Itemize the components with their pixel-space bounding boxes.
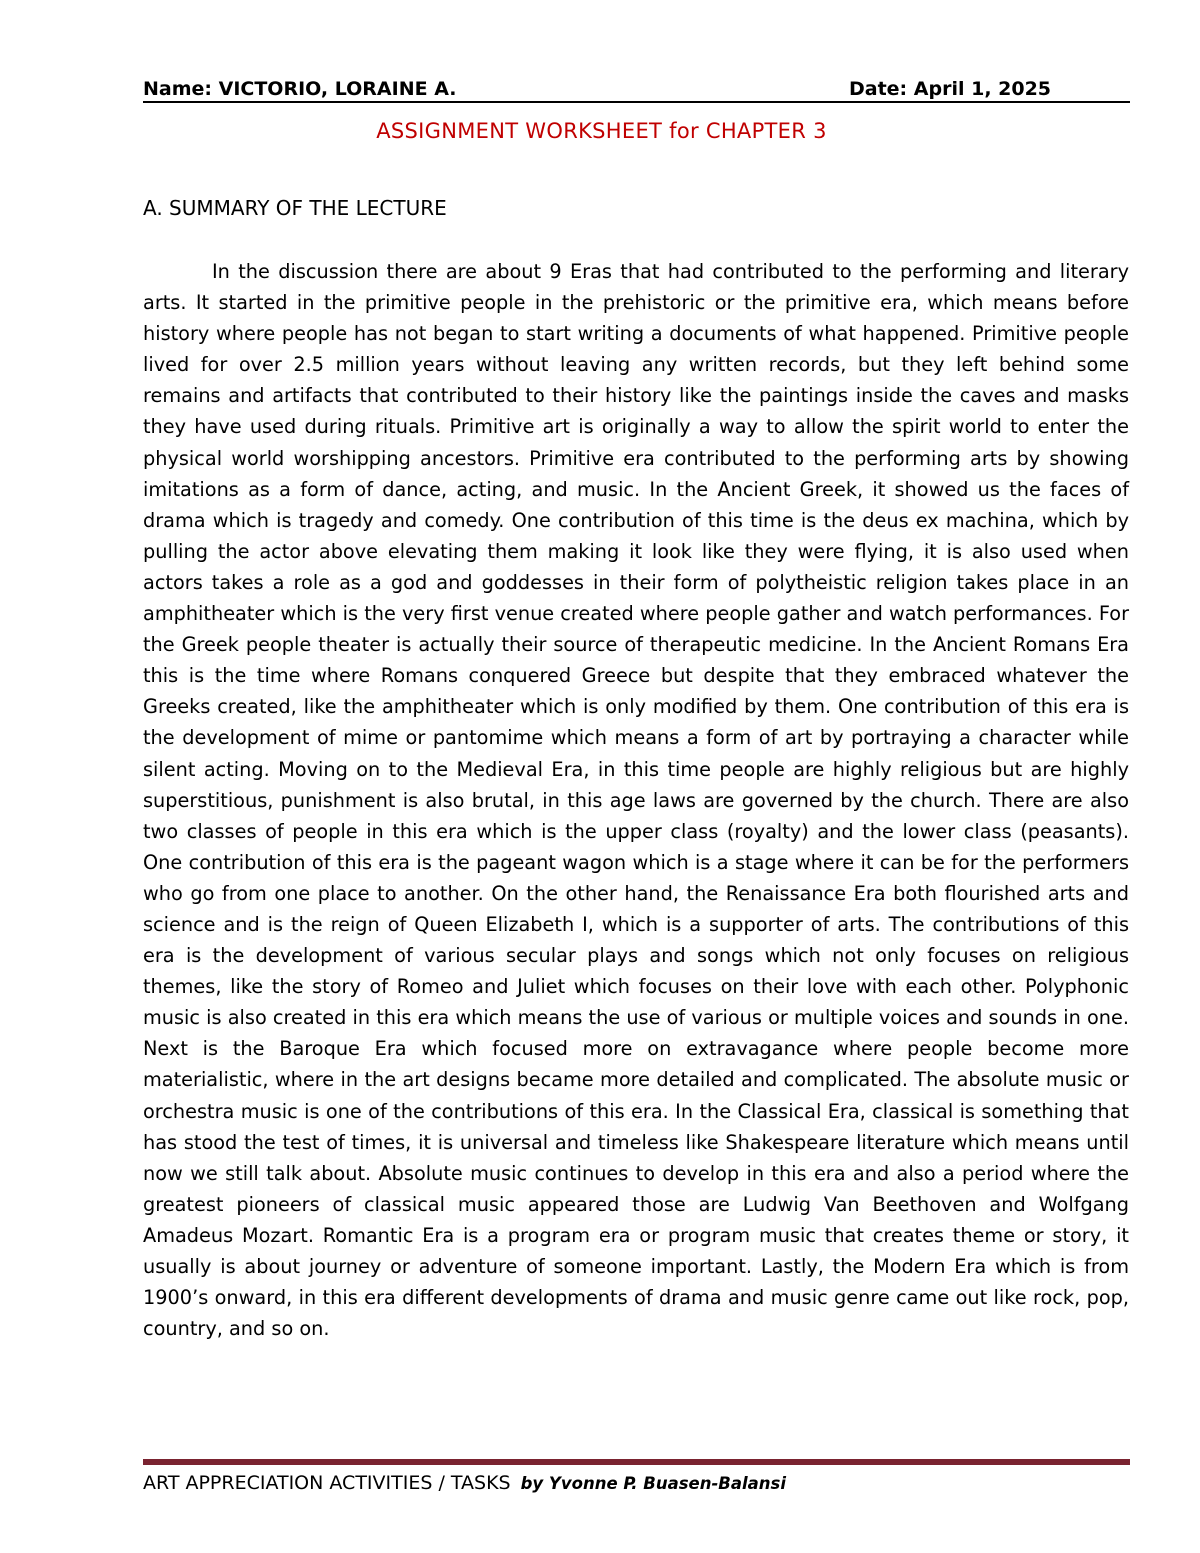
footer: [143, 1472, 786, 1494]
date-value: April 1, 2025: [913, 78, 1052, 100]
footer-divider: [143, 1459, 1130, 1465]
date-text: [849, 78, 1051, 100]
footer-course: ART APPRECIATION ACTIVITIES / TASKS: [143, 1472, 511, 1494]
date-label: Date:: [849, 78, 914, 100]
name-value: VICTORIO, LORAINE A.: [218, 78, 457, 100]
footer-author: by Yvonne P. Buasen-Balansi: [520, 1474, 787, 1493]
section-heading: A. SUMMARY OF THE LECTURE: [143, 196, 447, 220]
header-row: [143, 78, 1130, 104]
name-label: Name:: [143, 78, 219, 100]
summary-paragraph: In the discussion there are about 9 Eras that had contributed to the performing and literary arts. It started in the primitive people in the prehistoric or the primitive era, which means before history where people has not began to start writing a documents of what happened. Primitive people lived for over 2.5 million years without leaving any written records, but they left behind some remains and artifacts that contributed to their history like the paintings inside the caves and masks they have used during rituals. Primitive art is originally a way to allow the spirit world to enter the physical world worshipping ancestors. Primitive era contributed to the performing arts by showing imitations as a form of dance, acting, and music. In the Ancient Greek, it showed us the faces of drama which is tragedy and comedy. One contribution of this time is the deus ex machina, which by pulling the actor above elevating them making it look like they were flying, it is also used when actors takes a role as a god and goddesses in their form of polytheistic religion takes place in an amphitheater which is the very first venue created where people gather and watch performances. For the Greek people theater is actually their source of therapeutic medicine. In the Ancient Romans Era this is the time where Romans conquered Greece but despite that they embraced whatever the Greeks created, like the amphitheater which is only modified by them. One contribution of this era is the development of mime or pantomime which means a form of art by portraying a character while silent acting. Moving on to the Medieval Era, in this time people are highly religious but are highly superstitious, punishment is also brutal, in this age laws are governed by the church. There are also two classes of people in this era which is the upper class (royalty) and the lower class (peasants). One contribution of this era is the pageant wagon which is a stage where it can be for the performers who go from one place to another. On the other hand, the Renaissance Era both flourished arts and science and is the reign of Queen Elizabeth I, which is a supporter of arts. The contributions of this era is the development of various secular plays and songs which not only focuses on religious themes, like the story of Romeo and Juliet which focuses on their love with each other. Polyphonic music is also created in this era which means the use of various or multiple voices and sounds in one. Next is the Baroque Era which focused more on extravagance where people become more materialistic, where in the art designs became more detailed and complicated. The absolute music or orchestra music is one of the contributions of this era. In the Classical Era, classical is something that has stood the test of times, it is universal and timeless like Shakespeare literature which means until now we still talk about. Absolute music continues to develop in this era and also a period where the greatest pioneers of classical music appeared those are Ludwig Van Beethoven and Wolfgang Amadeus Mozart. Romantic Era is a program era or program music that creates theme or story, it usually is about journey or adventure of someone important. Lastly, the Modern Era which is from 1900’s onward, in this era different developments of drama and music genre came out like rock, pop, country, and so on.: [143, 260, 1129, 1341]
worksheet-title: ASSIGNMENT WORKSHEET for CHAPTER 3: [376, 119, 827, 143]
date-field: [848, 78, 1130, 103]
name-field: [143, 78, 848, 103]
